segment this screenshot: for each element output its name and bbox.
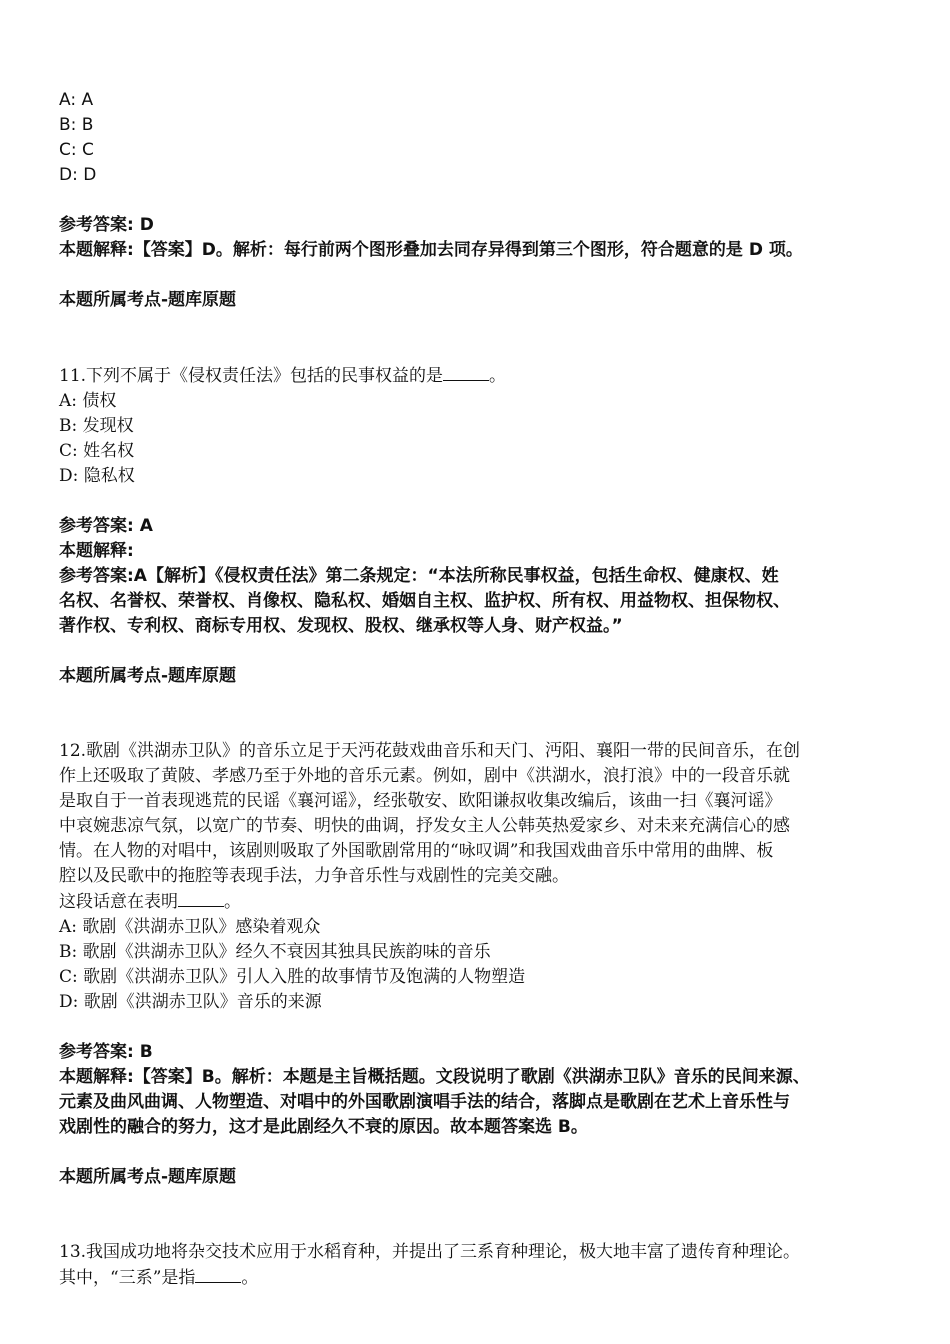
q10-explanation [59, 238, 899, 263]
q10-option-a: A: A [59, 90, 94, 110]
q12-question-end: 。 [224, 892, 241, 912]
q11-answer [59, 514, 899, 539]
q10-answer [59, 213, 899, 238]
q10-option-b: B: B [59, 115, 94, 135]
q12-stem-line-5: 情。在人物的对唱中，该剧则吸取了外国歌剧常用的“咏叹调”和我国戏曲音乐中常用的曲牌、板 [59, 841, 774, 861]
q12-stem-line-3: 是取自于一首表现逃荒的民谣《襄河谣》，经张敬安、欧阳谦叔收集改编后，该曲一扫《襄河谣》 [59, 791, 782, 811]
q10-options [59, 88, 899, 188]
q11-stem-end: 。 [489, 366, 507, 386]
answer-value: A [139, 516, 153, 536]
q12-question-text: 这段话意在表明 [59, 892, 178, 912]
q12-stem-line-4: 中哀婉悲凉气氛，以宽广的节奏、明快的曲调，抒发女主人公韩英热爱家乡、对未来充满信心的感 [59, 816, 790, 836]
q10-option-c: C: C [59, 140, 94, 160]
explain-text: 【答案】D。解析：每行前两个图形叠加去同存异得到第三个图形，符合题意的是 D 项。 [133, 240, 803, 260]
answer-label: 参考答案: [59, 215, 134, 235]
answer-blank [178, 889, 224, 907]
explain-label: 本题解释: [59, 240, 134, 260]
q11-source: 本题所属考点-题库原题 [59, 666, 237, 686]
q12-answer [59, 1040, 899, 1065]
q12-explain-line-1: 本题解释:【答案】B。解析：本题是主旨概括题。文段说明了歌剧《洪湖赤卫队》音乐的民间来源、 [59, 1067, 810, 1087]
q11-option-d: D: 隐私权 [59, 466, 135, 486]
q11-explain-label: 本题解释: [59, 541, 134, 561]
answer-blank [195, 1265, 241, 1283]
q11-options [59, 389, 899, 489]
q12-option-d: D: 歌剧《洪湖赤卫队》音乐的来源 [59, 992, 322, 1012]
q11-stem-text: 11.下列不属于《侵权责任法》包括的民事权益的是 [59, 366, 444, 386]
q11-stem [59, 363, 899, 389]
q11-explain-line-3: 著作权、专利权、商标专用权、发现权、股权、继承权等人身、财产权益。” [59, 616, 623, 636]
q12-options [59, 915, 899, 1015]
q12-option-a: A: 歌剧《洪湖赤卫队》感染着观众 [59, 917, 321, 937]
q12-explain-line-2: 元素及曲风曲调、人物塑造、对唱中的外国歌剧演唱手法的结合，落脚点是歌剧在艺术上音乐性与 [59, 1092, 790, 1112]
q11-option-c: C: 姓名权 [59, 441, 135, 461]
q12-option-c: C: 歌剧《洪湖赤卫队》引人入胜的故事情节及饱满的人物塑造 [59, 967, 526, 987]
q11-explain-line-2: 名权、名誉权、荣誉权、肖像权、隐私权、婚姻自主权、监护权、所有权、用益物权、担保物权、 [59, 591, 790, 611]
q13-stem-line-1: 13.我国成功地将杂交技术应用于水稻育种，并提出了三系育种理论，极大地丰富了遗传育种理论。 [59, 1242, 801, 1262]
q12-explain-line-3: 戏剧性的融合的努力，这才是此剧经久不衰的原因。故本题答案选 B。 [59, 1117, 588, 1137]
q13-stem-text: 其中，“三系”是指 [59, 1268, 196, 1288]
q12-stem-line-2: 作上还吸取了黄陂、孝感乃至于外地的音乐元素。例如，剧中《洪湖水，浪打浪》中的一段音乐就 [59, 766, 790, 786]
q11-option-b: B: 发现权 [59, 416, 134, 436]
exam-page [59, 88, 899, 1291]
q12-stem-line-1: 12.歌剧《洪湖赤卫队》的音乐立足于天沔花鼓戏曲音乐和天门、沔阳、襄阳一带的民间音乐，在创 [59, 741, 801, 761]
q10-option-d: D: D [59, 165, 97, 185]
q12-option-b: B: 歌剧《洪湖赤卫队》经久不衰因其独具民族韵味的音乐 [59, 942, 491, 962]
q12-question [59, 889, 899, 915]
q11-explain-line-1: 参考答案:A【解析】《侵权责任法》第二条规定：“本法所称民事权益，包括生命权、健康权、姓 [59, 566, 779, 586]
answer-value: B [139, 1042, 153, 1062]
q12-stem [59, 739, 899, 889]
q11-option-a: A: 债权 [59, 391, 117, 411]
q13-stem-line-2 [59, 1265, 899, 1291]
q10-source: 本题所属考点-题库原题 [59, 290, 237, 310]
q12-source: 本题所属考点-题库原题 [59, 1167, 237, 1187]
q13-stem-end: 。 [241, 1268, 259, 1288]
answer-value: D [139, 215, 154, 235]
q12-stem-line-6: 腔以及民歌中的拖腔等表现手法，力争音乐性与戏剧性的完美交融。 [59, 866, 569, 886]
answer-blank [443, 363, 489, 381]
answer-label: 参考答案: [59, 516, 134, 536]
answer-label: 参考答案: [59, 1042, 134, 1062]
